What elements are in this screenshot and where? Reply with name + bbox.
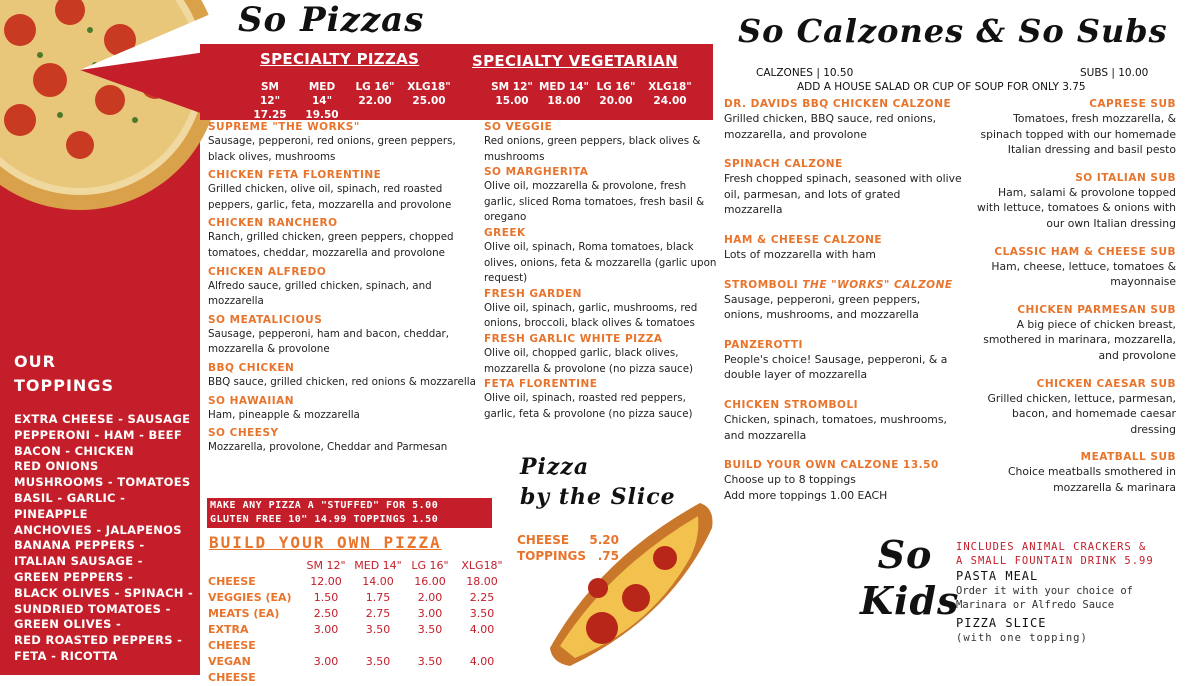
byop-price: 16.00 [414, 575, 446, 588]
byop-row-label: VEGAN CHEESE [208, 655, 256, 684]
toppings-title-line1: OUR [14, 352, 56, 371]
size-price: 19.50 [305, 109, 339, 121]
size-price: 17.25 [253, 109, 287, 121]
menu-item [484, 165, 718, 226]
topping-line: ITALIAN SAUSAGE - [14, 554, 143, 569]
item-title: CHICKEN ALFREDO [208, 265, 327, 278]
item-desc: Olive oil, spinach, garlic, mushrooms, red onions, broccoli, black olives & tomatoes [484, 301, 698, 330]
byop-price: 3.50 [417, 655, 443, 668]
byop-price: 2.00 [417, 591, 443, 604]
item-desc: Ham, pineapple & mozzarella [208, 408, 360, 421]
byop-col-header: LG 16" [411, 559, 449, 572]
topping-line: ANCHOVIES - JALAPENOS [14, 522, 182, 537]
menu-item [208, 120, 478, 165]
salad-soup-note: ADD A HOUSE SALAD OR CUP OF SOUP FOR ONLY 3.75 [797, 81, 1086, 93]
kids-menu [956, 540, 1186, 645]
item-title: SO MARGHERITA [484, 166, 589, 179]
topping-line: GREEN OLIVES - [14, 617, 122, 632]
item-desc: Sausage, pepperoni, red onions, green peppers, black olives, mushrooms [208, 135, 456, 163]
item-desc: Grilled chicken, olive oil, spinach, red roasted peppers, garlic, feta, mozzarella and provolone [208, 183, 452, 211]
byop-price: 4.00 [469, 623, 495, 636]
item-title: SPINACH CALZONE [724, 158, 843, 171]
byop-price: 3.50 [365, 623, 391, 636]
byop-row-label: VEGGIES (EA) [208, 591, 292, 604]
item-desc: Grilled chicken, BBQ sauce, red onions, mozzarella, and provolone [724, 112, 937, 141]
kids-includes-line2: A SMALL FOUNTAIN DRINK 5.99 [956, 555, 1154, 567]
item-desc: Mozzarella, provolone, Cheddar and Parmesan [208, 441, 448, 454]
stuffed-line: MAKE ANY PIZZA A "STUFFED" FOR 5.00 [210, 500, 439, 511]
item-desc: Choice meatballs smothered in mozzarella & marinara [1008, 465, 1176, 494]
slice-price: 5.20 [589, 533, 619, 547]
menu-item [208, 168, 478, 213]
toppings-title [14, 350, 114, 398]
size-price: 22.00 [358, 95, 392, 107]
menu-item [976, 245, 1176, 290]
item-title: SUPREME "THE WORKS" [208, 121, 360, 133]
item-desc: Tomatoes, fresh mozzarella, & spinach topped with our homemade Italian dressing and basil pesto [980, 112, 1176, 157]
kids-heading-line2: Kids [860, 578, 960, 623]
byop-price: 3.00 [313, 623, 339, 636]
menu-item [724, 458, 962, 503]
topping-line: BACON - CHICKEN [14, 443, 134, 458]
menu-item [484, 120, 718, 165]
size-label: XLG18" [407, 81, 451, 93]
topping-line: BLACK OLIVES - SPINACH - [14, 585, 194, 600]
topping-line: RED ROASTED PEPPERS - [14, 633, 183, 648]
item-title: FETA FLORENTINE [484, 378, 598, 391]
size-col [298, 80, 346, 122]
gluten-free-line: GLUTEN FREE 10" 14.99 TOPPINGS 1.50 [210, 514, 439, 525]
subs-list [976, 97, 1176, 496]
pizza-slice-image [540, 498, 720, 670]
byop-row [208, 622, 508, 654]
menu-item [976, 377, 1176, 438]
whole-pizza-image [0, 0, 220, 220]
kids-slice-title: PIZZA SLICE [956, 616, 1047, 630]
item-title: CHICKEN CAESAR SUB [1036, 377, 1176, 390]
topping-line: BASIL - GARLIC -PINEAPPLE [14, 490, 126, 521]
stuffed-gluten-box [207, 498, 492, 528]
menu-item [208, 394, 478, 424]
byop-col-header: XLG18" [461, 559, 503, 572]
slice-heading-line2: by the Slice [520, 484, 676, 510]
slice-heading-line1: Pizza [520, 454, 590, 480]
item-desc: Olive oil, spinach, roasted red peppers, garlic, feta & provolone (no pizza sauce) [484, 392, 693, 420]
item-title: PANZEROTTI [724, 338, 803, 351]
byop-price: 12.00 [310, 575, 342, 588]
byop-row [208, 606, 508, 622]
size-col [646, 80, 694, 108]
topping-line: EXTRA CHEESE - SAUSAGE [14, 412, 191, 426]
size-col [406, 80, 452, 108]
item-title [724, 278, 962, 292]
menu-item [484, 226, 718, 287]
byop-price: 1.50 [313, 591, 339, 604]
item-title: CHICKEN STROMBOLI [724, 398, 859, 411]
byop-price: 1.75 [365, 591, 391, 604]
byop-col-header: MED 14" [354, 559, 402, 572]
size-price: 20.00 [599, 95, 633, 107]
item-title: BBQ CHICKEN [208, 361, 295, 374]
item-title: FRESH GARLIC WHITE PIZZA [484, 332, 663, 345]
byop-table [208, 558, 508, 686]
calzone-list [724, 97, 962, 503]
byop-header-row [208, 558, 508, 574]
size-label: LG 16" [596, 81, 636, 93]
item-desc: Grilled chicken, lettuce, parmesan, bacon, and homemade caesar dressing [987, 391, 1176, 436]
specialty-pizzas-title: SPECIALTY PIZZAS [260, 50, 420, 68]
specialty-vegetarian-title: SPECIALTY VEGETARIAN [472, 52, 679, 70]
byop-price: 3.00 [417, 607, 443, 620]
item-title: SO ITALIAN SUB [1075, 171, 1176, 184]
vegetarian-pizza-list [484, 120, 718, 422]
pizzas-heading: So Pizzas [238, 0, 425, 40]
topping-line: GREEN PEPPERS - [14, 569, 134, 584]
item-desc: Olive oil, spinach, Roma tomatoes, black olives, onions, feta & mozzarella (garlic upon request) [484, 240, 717, 285]
topping-line: MUSHROOMS - TOMATOES [14, 475, 191, 490]
byop-col-header: SM 12" [306, 559, 346, 572]
menu-item [976, 97, 1176, 158]
item-desc: Chicken, spinach, tomatoes, mushrooms, and mozzarella [724, 412, 947, 442]
subs-price: SUBS | 10.00 [1080, 67, 1149, 79]
byop-row-label: EXTRA CHEESE [208, 623, 256, 652]
byop-price: 3.50 [469, 607, 495, 620]
item-desc: Add more toppings 1.00 EACH [724, 488, 888, 502]
item-desc: Sausage, pepperoni, green peppers, onions, mushrooms, and mozzarella [724, 292, 921, 322]
item-title: CHICKEN RANCHERO [208, 217, 338, 230]
item-desc: Olive oil, mozzarella & provolone, fresh garlic, sliced Roma tomatoes, fresh basil & oregano [484, 180, 705, 224]
item-desc: Fresh chopped spinach, seasoned with olive oil, parmesan, and lots of grated mozzarella [724, 172, 962, 217]
kids-pasta-desc2: Marinara or Alfredo Sauce [956, 599, 1115, 611]
byop-price: 2.25 [469, 591, 495, 604]
calzone-price: CALZONES | 10.50 [756, 67, 854, 79]
byop-price: 4.00 [469, 655, 495, 668]
calzones-subs-heading: So Calzones & So Subs [738, 12, 1168, 50]
item-title: DR. DAVIDS BBQ CHICKEN CALZONE [724, 98, 952, 110]
item-desc: Ranch, grilled chicken, green peppers, chopped tomatoes, cheddar, mozzarella and provolone [208, 231, 454, 259]
menu-item [724, 278, 962, 323]
menu-item [208, 313, 478, 358]
kids-includes-line1: INCLUDES ANIMAL CRACKERS & [956, 541, 1147, 553]
item-title: CHICKEN PARMESAN SUB [1017, 303, 1176, 316]
byop-price: 2.75 [365, 607, 391, 620]
menu-item [724, 97, 962, 142]
size-col [491, 80, 533, 108]
byop-row [208, 590, 508, 606]
item-title: CAPRESE SUB [1089, 98, 1176, 110]
byop-price: 3.00 [313, 655, 339, 668]
slice-label: TOPPINGS [517, 549, 586, 563]
toppings-list [14, 412, 196, 665]
size-label: MED 14" [538, 81, 590, 93]
slice-price: .75 [597, 549, 619, 563]
item-title: GREEK [484, 226, 526, 239]
byop-row-label: MEATS (EA) [208, 607, 280, 620]
menu-item [976, 450, 1176, 495]
size-col [355, 80, 395, 108]
size-col [596, 80, 636, 108]
byop-price: 14.00 [362, 575, 394, 588]
size-label: SM 12" [491, 81, 533, 93]
size-price: 25.00 [412, 95, 446, 107]
byop-price: 18.00 [466, 575, 498, 588]
item-title: HAM & CHEESE CALZONE [724, 233, 883, 246]
item-desc: A big piece of chicken breast, smothered in marinara, mozzarella, and provolone [983, 317, 1176, 362]
topping-line: FETA - RICOTTA [14, 648, 118, 663]
menu-item [724, 398, 962, 443]
item-title: FRESH GARDEN [484, 287, 582, 300]
topping-line: PEPPERONI - HAM - BEEF [14, 427, 182, 442]
slice-label: CHEESE [517, 533, 570, 547]
size-label: MED 14" [308, 81, 336, 107]
item-title: SO VEGGIE [484, 121, 553, 133]
item-desc: Red onions, green peppers, black olives & mushrooms [484, 135, 701, 163]
toppings-title-line2: TOPPINGS [14, 376, 114, 395]
item-desc: Ham, salami & provolone topped with lettuce, tomatoes & onions with our own Italian dressing [977, 185, 1176, 230]
kids-pasta-desc1: Order it with your choice of [956, 585, 1134, 597]
byop-price: 3.50 [417, 623, 443, 636]
menu-item [484, 377, 718, 422]
size-price: 15.00 [495, 95, 529, 107]
menu-item [208, 265, 478, 310]
size-col [538, 80, 590, 108]
item-desc: Alfredo sauce, grilled chicken, spinach, and mozzarella [208, 279, 432, 308]
byop-row [208, 654, 508, 686]
kids-pasta-title: PASTA MEAL [956, 569, 1039, 583]
menu-item [208, 426, 478, 456]
menu-item [724, 338, 962, 383]
item-title: BUILD YOUR OWN CALZONE 13.50 [724, 459, 939, 472]
byop-row-label: CHEESE [208, 575, 256, 588]
item-desc: Choose up to 8 toppings [724, 473, 856, 487]
menu-item [484, 332, 718, 377]
item-desc: Lots of mozzarella with ham [724, 247, 876, 261]
item-title-italic: THE "WORKS" CALZONE [802, 278, 953, 291]
specialty-pizza-list [208, 120, 478, 459]
menu-item [208, 361, 478, 391]
size-price: 24.00 [653, 95, 687, 107]
kids-heading [860, 532, 960, 624]
menu-item [976, 171, 1176, 232]
item-title-main: STROMBOLI [724, 278, 799, 291]
topping-line: SUNDRIED TOMATOES - [14, 601, 171, 616]
kids-heading-line1: So [877, 532, 933, 577]
item-title: SO HAWAIIAN [208, 394, 295, 407]
byop-title: BUILD YOUR OWN PIZZA [209, 533, 442, 552]
menu-item [724, 157, 962, 218]
menu-item [976, 303, 1176, 364]
menu-item [484, 287, 718, 332]
item-title: SO CHEESY [208, 427, 279, 440]
item-title: CLASSIC HAM & CHEESE SUB [994, 245, 1176, 258]
size-label: XLG18" [648, 81, 692, 93]
item-desc: BBQ sauce, grilled chicken, red onions & mozzarella [208, 375, 476, 388]
item-title: SO MEATALICIOUS [208, 313, 323, 326]
menu-item [208, 216, 478, 261]
item-desc: Sausage, pepperoni, ham and bacon, cheddar, mozzarella & provolone [208, 327, 450, 356]
topping-line: RED ONIONS [14, 459, 99, 474]
size-price: 18.00 [547, 95, 581, 107]
size-label: SM 12" [259, 81, 281, 107]
byop-price: 2.50 [313, 607, 339, 620]
item-desc: People's choice! Sausage, pepperoni, & a double layer of mozzarella [724, 352, 948, 382]
byop-price: 3.50 [365, 655, 391, 668]
topping-line: BANANA PEPPERS - [14, 538, 145, 553]
size-col [250, 80, 290, 122]
item-desc: Ham, cheese, lettuce, tomatoes & mayonnaise [991, 259, 1176, 289]
item-title: CHICKEN FETA FLORENTINE [208, 169, 382, 182]
byop-row [208, 574, 508, 590]
kids-slice-desc: (with one topping) [956, 632, 1088, 644]
item-title: MEATBALL SUB [1080, 451, 1176, 464]
item-desc: Olive oil, chopped garlic, black olives, mozzarella & provolone (no pizza sauce) [484, 346, 694, 375]
menu-item [724, 233, 962, 263]
size-label: LG 16" [355, 81, 395, 93]
